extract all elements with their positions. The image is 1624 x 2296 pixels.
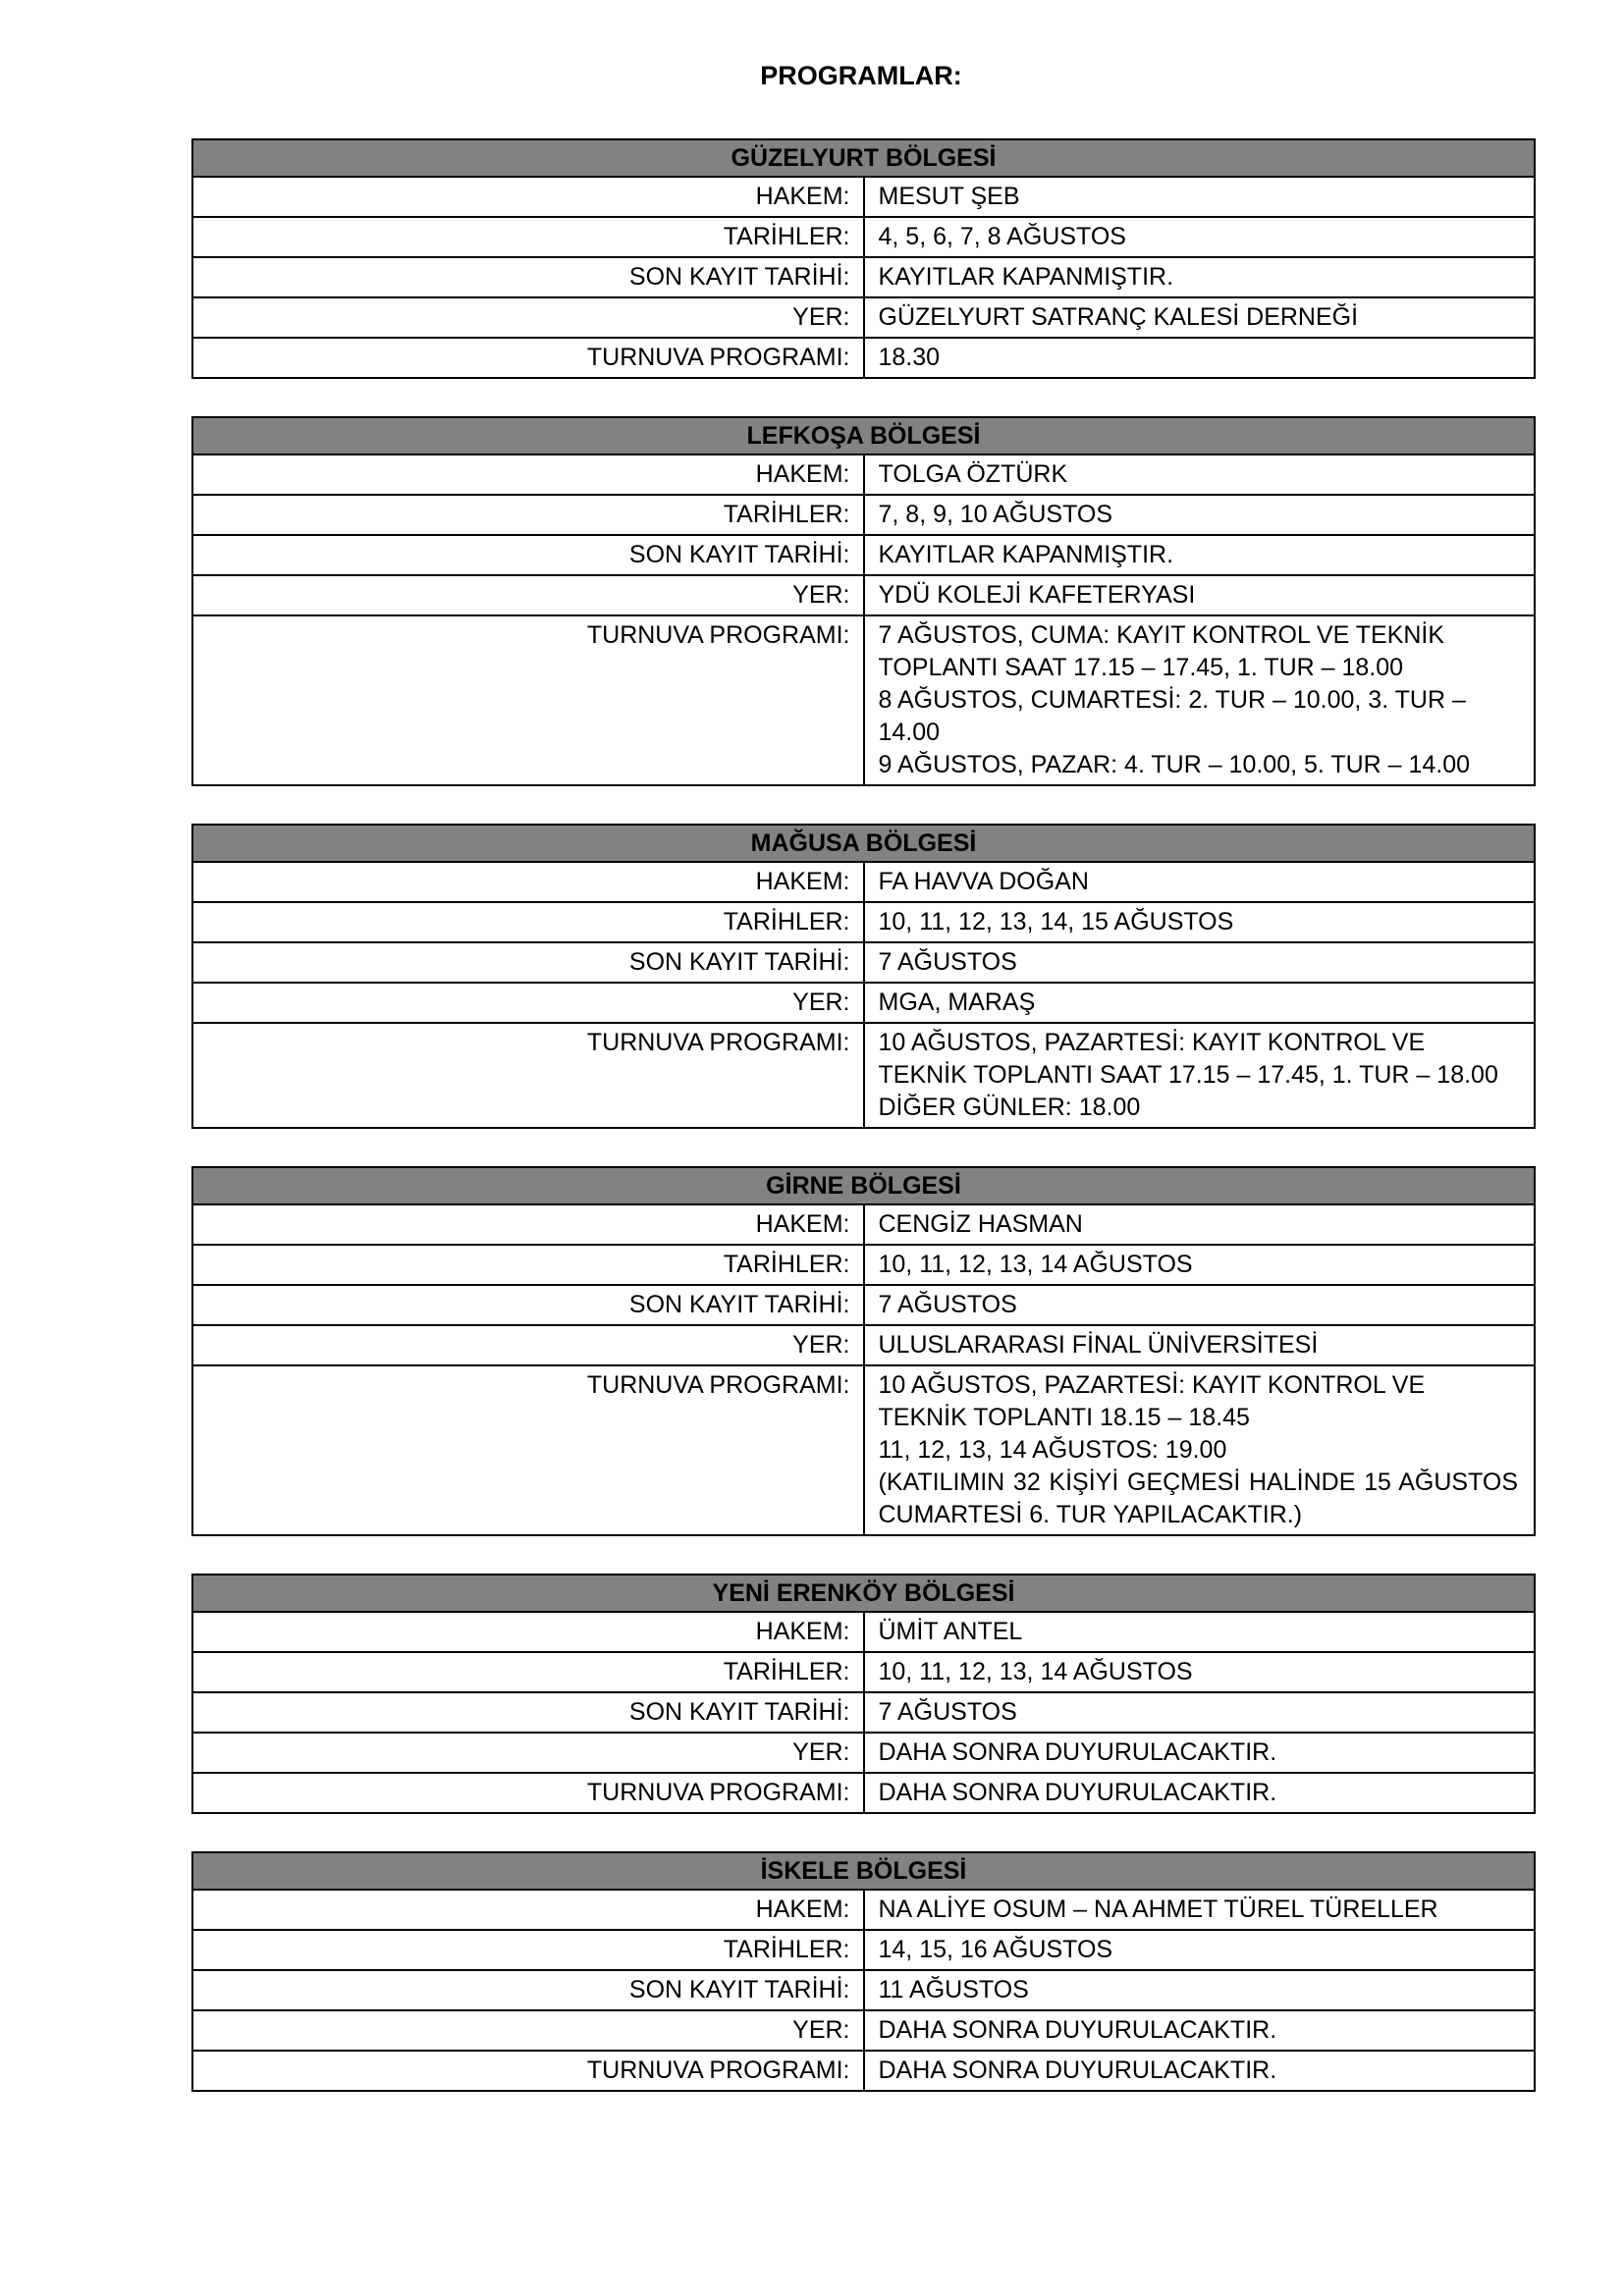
- region-name: YENİ ERENKÖY BÖLGESİ: [192, 1575, 1535, 1612]
- field-label: TARİHLER:: [192, 1930, 864, 1970]
- table-row: [192, 1733, 1535, 1773]
- region-header-row: [192, 417, 1535, 454]
- value-line: DAHA SONRA DUYURULACAKTIR.: [878, 2056, 1277, 2084]
- region-name: GÜZELYURT BÖLGESİ: [192, 139, 1535, 177]
- region-name: LEFKOŞA BÖLGESİ: [192, 417, 1535, 454]
- region-table: [191, 1574, 1536, 1814]
- field-value: [864, 1970, 1536, 2010]
- value-line: 9 AĞUSTOS, PAZAR: 4. TUR – 10.00, 5. TUR – 14.00: [878, 751, 1471, 778]
- field-value: [864, 535, 1536, 575]
- field-value: [864, 217, 1536, 257]
- field-value: [864, 1245, 1536, 1285]
- table-row: [192, 1652, 1535, 1692]
- field-value: [864, 902, 1536, 942]
- field-label: SON KAYIT TARİHİ:: [192, 1692, 864, 1733]
- value-line: TOLGA ÖZTÜRK: [878, 460, 1068, 488]
- table-row: [192, 1325, 1535, 1365]
- field-label: HAKEM:: [192, 862, 864, 902]
- field-value: [864, 1652, 1536, 1692]
- value-line: KAYITLAR KAPANMIŞTIR.: [878, 541, 1174, 568]
- value-line: 10, 11, 12, 13, 14, 15 AĞUSTOS: [878, 908, 1234, 935]
- value-line: 14, 15, 16 AĞUSTOS: [878, 1936, 1113, 1963]
- value-line: 11, 12, 13, 14 AĞUSTOS: 19.00: [878, 1436, 1227, 1464]
- region-header-row: [192, 825, 1535, 862]
- region-header-row: [192, 1167, 1535, 1204]
- field-label: YER:: [192, 297, 864, 338]
- table-row: [192, 1970, 1535, 2010]
- field-value: [864, 2010, 1536, 2051]
- field-value: [864, 615, 1536, 785]
- value-line: 7, 8, 9, 10 AĞUSTOS: [878, 501, 1113, 528]
- table-row: [192, 1285, 1535, 1325]
- value-line: DAHA SONRA DUYURULACAKTIR.: [878, 1779, 1277, 1806]
- field-value: [864, 338, 1536, 378]
- field-value: [864, 1365, 1536, 1535]
- region-name: İSKELE BÖLGESİ: [192, 1852, 1535, 1890]
- table-row: [192, 1773, 1535, 1813]
- value-line: ÜMİT ANTEL: [878, 1618, 1023, 1645]
- region-header-row: [192, 1852, 1535, 1890]
- field-value: [864, 454, 1536, 495]
- region-header-row: [192, 1575, 1535, 1612]
- field-label: HAKEM:: [192, 177, 864, 217]
- table-row: [192, 1365, 1535, 1535]
- field-label: YER:: [192, 1325, 864, 1365]
- field-value: [864, 1890, 1536, 1930]
- value-line: YDÜ KOLEJİ KAFETERYASI: [878, 581, 1196, 609]
- field-value: [864, 1023, 1536, 1128]
- field-label: SON KAYIT TARİHİ:: [192, 1285, 864, 1325]
- field-label: TURNUVA PROGRAMI:: [192, 338, 864, 378]
- table-row: [192, 454, 1535, 495]
- field-label: TURNUVA PROGRAMI:: [192, 2051, 864, 2091]
- field-label: HAKEM:: [192, 454, 864, 495]
- value-line: DAHA SONRA DUYURULACAKTIR.: [878, 2016, 1277, 2044]
- value-line: CENGİZ HASMAN: [878, 1210, 1083, 1238]
- region-tables: [191, 138, 1536, 2129]
- table-row: [192, 1023, 1535, 1128]
- value-line: 10, 11, 12, 13, 14 AĞUSTOS: [878, 1251, 1193, 1278]
- table-row: [192, 983, 1535, 1023]
- field-label: YER:: [192, 983, 864, 1023]
- region-name: MAĞUSA BÖLGESİ: [192, 825, 1535, 862]
- table-row: [192, 257, 1535, 297]
- value-line: ULUSLARARASI FİNAL ÜNİVERSİTESİ: [878, 1331, 1319, 1359]
- field-label: HAKEM:: [192, 1612, 864, 1652]
- field-value: [864, 1204, 1536, 1245]
- field-value: [864, 1733, 1536, 1773]
- field-value: [864, 862, 1536, 902]
- value-line: DAHA SONRA DUYURULACAKTIR.: [878, 1738, 1277, 1766]
- table-row: [192, 1245, 1535, 1285]
- table-row: [192, 177, 1535, 217]
- field-label: SON KAYIT TARİHİ:: [192, 257, 864, 297]
- field-label: TARİHLER:: [192, 217, 864, 257]
- table-row: [192, 535, 1535, 575]
- value-line: DİĞER GÜNLER: 18.00: [878, 1094, 1141, 1121]
- value-line: 7 AĞUSTOS, CUMA: KAYIT KONTROL VE TEKNİK TOPLANTI SAAT 17.15 – 17.45, 1. TUR – 18.00: [878, 621, 1445, 681]
- region-table: [191, 138, 1536, 379]
- table-row: [192, 902, 1535, 942]
- field-label: HAKEM:: [192, 1890, 864, 1930]
- field-label: TARİHLER:: [192, 902, 864, 942]
- value-line: 10, 11, 12, 13, 14 AĞUSTOS: [878, 1658, 1193, 1685]
- field-label: TURNUVA PROGRAMI:: [192, 615, 864, 785]
- field-value: [864, 942, 1536, 983]
- region-header-row: [192, 139, 1535, 177]
- field-value: [864, 1325, 1536, 1365]
- table-row: [192, 1612, 1535, 1652]
- field-label: YER:: [192, 2010, 864, 2051]
- field-value: [864, 2051, 1536, 2091]
- value-line: 7 AĞUSTOS: [878, 1698, 1017, 1726]
- field-value: [864, 1773, 1536, 1813]
- field-label: HAKEM:: [192, 1204, 864, 1245]
- value-line: 11 AĞUSTOS: [878, 1976, 1029, 2003]
- region-table: [191, 824, 1536, 1129]
- region-table: [191, 1851, 1536, 2092]
- table-row: [192, 862, 1535, 902]
- region-table: [191, 416, 1536, 786]
- table-row: [192, 1930, 1535, 1970]
- field-label: SON KAYIT TARİHİ:: [192, 942, 864, 983]
- value-line: 10 AĞUSTOS, PAZARTESİ: KAYIT KONTROL VE TEKNİK TOPLANTI 18.15 – 18.45: [878, 1371, 1426, 1431]
- table-row: [192, 942, 1535, 983]
- table-row: [192, 2051, 1535, 2091]
- field-value: [864, 495, 1536, 535]
- value-line: NA ALİYE OSUM – NA AHMET TÜREL TÜRELLER: [878, 1896, 1438, 1923]
- table-row: [192, 217, 1535, 257]
- table-row: [192, 2010, 1535, 2051]
- field-value: [864, 575, 1536, 615]
- value-line: MESUT ŞEB: [878, 183, 1020, 210]
- value-line: 8 AĞUSTOS, CUMARTESİ: 2. TUR – 10.00, 3. TUR – 14.00: [878, 686, 1466, 746]
- field-label: TARİHLER:: [192, 1245, 864, 1285]
- table-row: [192, 1692, 1535, 1733]
- value-line: GÜZELYURT SATRANÇ KALESİ DERNEĞİ: [878, 303, 1359, 331]
- value-line: 18.30: [878, 344, 941, 371]
- field-value: [864, 257, 1536, 297]
- region-name: GİRNE BÖLGESİ: [192, 1167, 1535, 1204]
- table-row: [192, 1890, 1535, 1930]
- field-label: TARİHLER:: [192, 495, 864, 535]
- table-row: [192, 297, 1535, 338]
- table-row: [192, 495, 1535, 535]
- field-label: YER:: [192, 575, 864, 615]
- field-value: [864, 1612, 1536, 1652]
- page-title: PROGRAMLAR:: [760, 61, 962, 90]
- field-label: TURNUVA PROGRAMI:: [192, 1773, 864, 1813]
- field-label: TURNUVA PROGRAMI:: [192, 1023, 864, 1128]
- field-label: SON KAYIT TARİHİ:: [192, 535, 864, 575]
- table-row: [192, 1204, 1535, 1245]
- table-row: [192, 615, 1535, 785]
- value-line: 4, 5, 6, 7, 8 AĞUSTOS: [878, 223, 1126, 250]
- field-label: YER:: [192, 1733, 864, 1773]
- table-row: [192, 338, 1535, 378]
- value-line: (KATILIMIN 32 KİŞİYİ GEÇMESİ HALİNDE 15 AĞUSTOS CUMARTESİ 6. TUR YAPILACAKTIR.): [878, 1468, 1518, 1528]
- field-label: TARİHLER:: [192, 1652, 864, 1692]
- value-line: 10 AĞUSTOS, PAZARTESİ: KAYIT KONTROL VE TEKNİK TOPLANTI SAAT 17.15 – 17.45, 1. TUR – 18.00: [878, 1029, 1498, 1089]
- value-line: MGA, MARAŞ: [878, 988, 1036, 1016]
- field-value: [864, 1285, 1536, 1325]
- field-value: [864, 983, 1536, 1023]
- field-label: TURNUVA PROGRAMI:: [192, 1365, 864, 1535]
- field-value: [864, 297, 1536, 338]
- value-line: KAYITLAR KAPANMIŞTIR.: [878, 263, 1174, 291]
- table-row: [192, 575, 1535, 615]
- field-value: [864, 177, 1536, 217]
- field-label: SON KAYIT TARİHİ:: [192, 1970, 864, 2010]
- region-table: [191, 1166, 1536, 1536]
- value-line: 7 AĞUSTOS: [878, 948, 1017, 976]
- field-value: [864, 1930, 1536, 1970]
- field-value: [864, 1692, 1536, 1733]
- value-line: FA HAVVA DOĞAN: [878, 868, 1089, 895]
- value-line: 7 AĞUSTOS: [878, 1291, 1017, 1318]
